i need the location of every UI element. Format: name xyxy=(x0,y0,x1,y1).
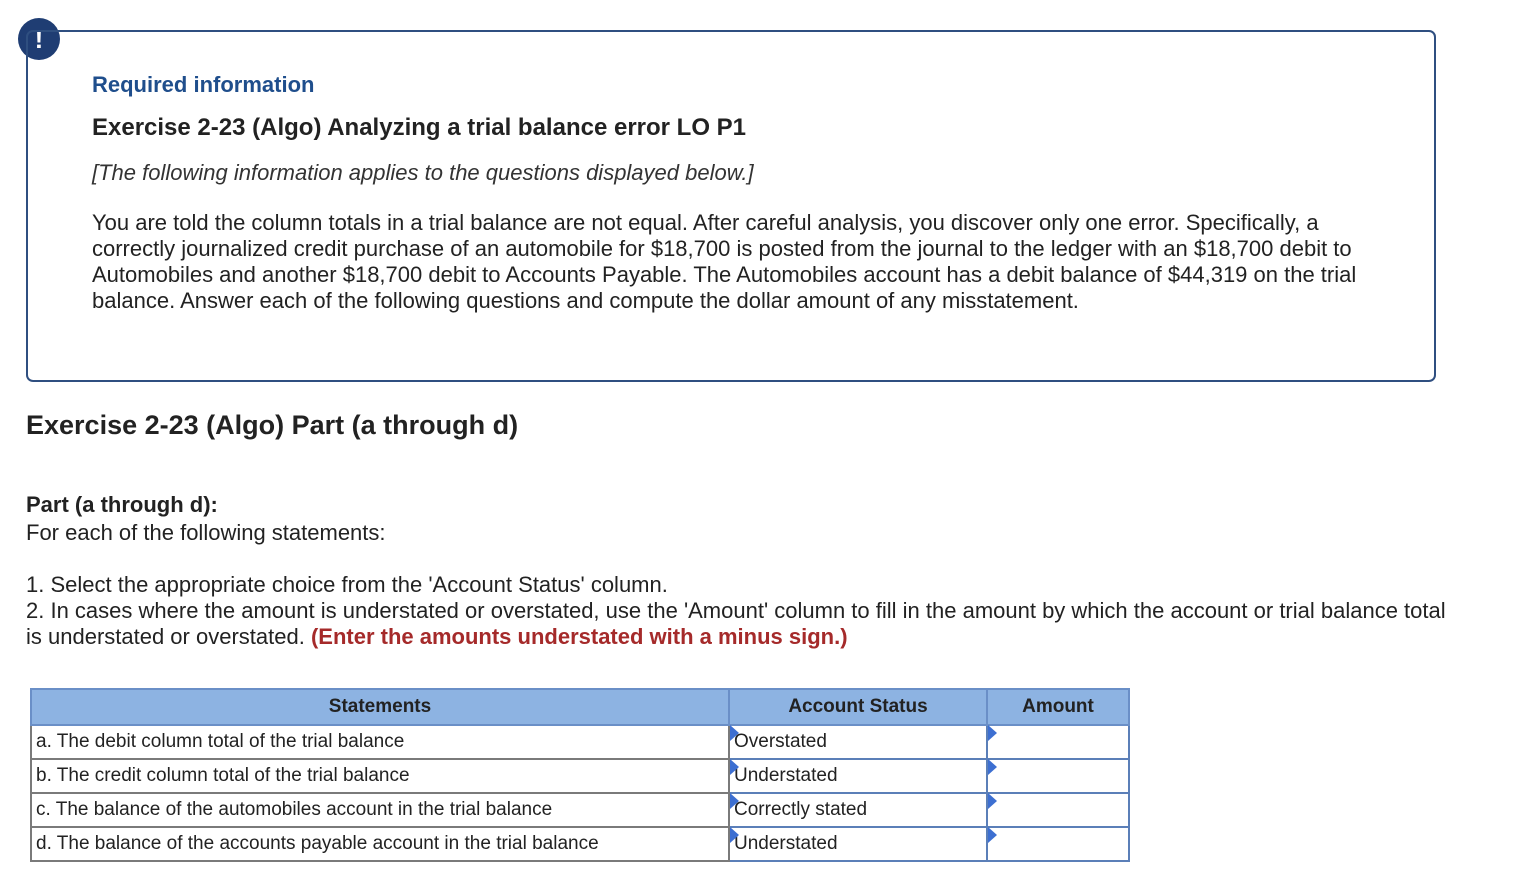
statement-cell: c. The balance of the automobiles account in the trial balance xyxy=(31,793,729,827)
instruction-warning: (Enter the amounts understated with a minus sign.) xyxy=(310,624,848,649)
amount-input[interactable] xyxy=(992,726,1124,758)
dropdown-indicator-icon xyxy=(730,793,739,809)
statement-cell: b. The credit column total of the trial balance xyxy=(31,759,729,793)
dropdown-indicator-icon xyxy=(988,725,997,741)
amount-input[interactable] xyxy=(992,828,1124,860)
instruction-2: 2. In cases where the amount is understated or overstated, use the 'Amount' column to fill in the amount by which the account or trial balance total is understated or overstated. (Enter the amounts understated with a minus sign.) xyxy=(26,598,1446,649)
dropdown-indicator-icon xyxy=(730,725,739,741)
account-status-select[interactable] xyxy=(729,725,987,759)
account-status-select[interactable] xyxy=(729,759,987,793)
account-status-select[interactable] xyxy=(729,793,987,827)
required-information-box xyxy=(26,30,1436,382)
dropdown-indicator-icon xyxy=(988,759,997,775)
table-row xyxy=(31,827,1129,861)
account-status-value: Understated xyxy=(734,833,838,854)
table-row xyxy=(31,793,1129,827)
header-account-status: Account Status xyxy=(729,689,987,725)
statement-cell: a. The debit column total of the trial balance xyxy=(31,725,729,759)
info-note: [The following information applies to the questions displayed below.] xyxy=(92,160,754,185)
exercise-description: You are told the column totals in a trial balance are not equal. After careful analysis, you discover only one error. Specifically, a correctly journalized credit purchase of an automobile for $18,700 is posted from the journal to the ledger with an $18,700 debit to Automobiles and another $18,700 debit to Accounts Payable. The Automobiles account has a debit balance of $44,319 on the trial balance. Answer each of the following questions and compute the dollar amount of any misstatement. xyxy=(92,210,1357,313)
header-statements: Statements xyxy=(31,689,729,725)
amount-input-cell[interactable] xyxy=(987,793,1129,827)
amount-input[interactable] xyxy=(992,760,1124,792)
dropdown-indicator-icon xyxy=(730,827,739,843)
instruction-1: 1. Select the appropriate choice from the 'Account Status' column. xyxy=(26,572,668,597)
table-row xyxy=(31,725,1129,759)
account-status-value: Correctly stated xyxy=(734,799,868,820)
amount-input-cell[interactable] xyxy=(987,725,1129,759)
required-information-label: Required information xyxy=(92,72,315,97)
amount-input-cell[interactable] xyxy=(987,759,1129,793)
dropdown-indicator-icon xyxy=(988,827,997,843)
part-sub-heading: Part (a through d): xyxy=(26,492,218,517)
exercise-title: Exercise 2-23 (Algo) Analyzing a trial balance error LO P1 xyxy=(92,114,747,141)
statement-cell: d. The balance of the accounts payable account in the trial balance xyxy=(31,827,729,861)
dropdown-indicator-icon xyxy=(730,759,739,775)
alert-icon: ! xyxy=(18,18,60,60)
table-header-row xyxy=(31,689,1129,725)
instructions xyxy=(26,572,1466,650)
amount-input-cell[interactable] xyxy=(987,827,1129,861)
amount-input[interactable] xyxy=(992,794,1124,826)
dropdown-indicator-icon xyxy=(988,793,997,809)
part-intro: For each of the following statements: xyxy=(26,520,386,545)
part-heading: Exercise 2-23 (Algo) Part (a through d) xyxy=(26,410,519,440)
account-status-value: Overstated xyxy=(734,731,827,752)
table-row xyxy=(31,759,1129,793)
account-status-select[interactable] xyxy=(729,827,987,861)
account-status-value: Understated xyxy=(734,765,838,786)
header-amount: Amount xyxy=(987,689,1129,725)
answer-table xyxy=(30,688,1130,862)
